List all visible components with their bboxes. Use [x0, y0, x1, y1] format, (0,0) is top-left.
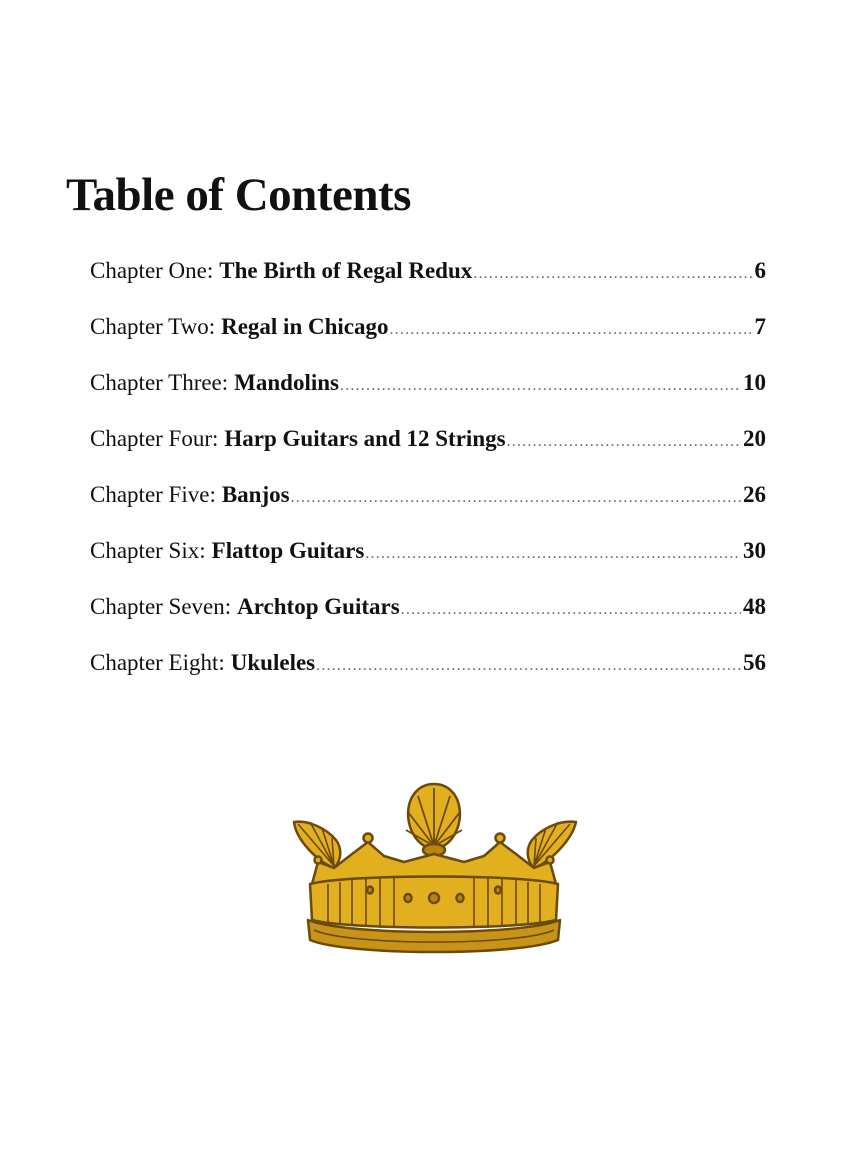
chapter-label: Chapter Eight:: [90, 650, 225, 675]
page-number: 30: [743, 538, 766, 563]
page-number: 10: [743, 370, 766, 395]
toc-entry-chapter-one[interactable]: [90, 250, 766, 306]
dot-leader: [401, 589, 741, 631]
chapter-title: Regal in Chicago: [221, 314, 389, 339]
page-number: 26: [743, 482, 766, 507]
page-title: Table of Contents: [66, 169, 411, 221]
toc-entry-chapter-five[interactable]: [90, 474, 766, 530]
crown-illustration: [288, 780, 580, 956]
page-number: 20: [743, 426, 766, 451]
page-number: 56: [743, 650, 766, 675]
toc-entry-chapter-two[interactable]: [90, 306, 766, 362]
toc-entry-chapter-seven[interactable]: [90, 586, 766, 642]
dot-leader: [389, 309, 752, 351]
dot-leader: [291, 477, 741, 519]
toc-entry-chapter-four[interactable]: [90, 418, 766, 474]
chapter-label: Chapter Three:: [90, 370, 229, 395]
chapter-title: Mandolins: [234, 370, 339, 395]
chapter-title: Harp Guitars and 12 Strings: [224, 426, 506, 451]
dot-leader: [473, 253, 752, 295]
chapter-label: Chapter Five:: [90, 482, 216, 507]
dot-leader: [316, 645, 741, 687]
chapter-title: The Birth of Regal Redux: [219, 258, 473, 283]
crown-icon: [288, 780, 580, 956]
center-fan-ornament: [406, 784, 462, 856]
chapter-label: Chapter Six:: [90, 538, 206, 563]
chapter-label: Chapter Seven:: [90, 594, 232, 619]
page-number: 6: [754, 258, 766, 283]
page-number: 7: [754, 314, 766, 339]
chapter-title: Flattop Guitars: [211, 538, 365, 563]
dot-leader: [507, 421, 741, 463]
chapter-label: Chapter Two:: [90, 314, 216, 339]
toc-entry-chapter-three[interactable]: [90, 362, 766, 418]
dot-leader: [365, 533, 741, 575]
chapter-label: Chapter Four:: [90, 426, 219, 451]
chapter-title: Ukuleles: [230, 650, 316, 675]
dot-leader: [340, 365, 741, 407]
toc-entry-chapter-eight[interactable]: [90, 642, 766, 698]
chapter-label: Chapter One:: [90, 258, 214, 283]
chapter-title: Archtop Guitars: [237, 594, 400, 619]
table-of-contents: [90, 250, 766, 698]
chapter-title: Banjos: [221, 482, 290, 507]
page-number: 48: [743, 594, 766, 619]
toc-entry-chapter-six[interactable]: [90, 530, 766, 586]
